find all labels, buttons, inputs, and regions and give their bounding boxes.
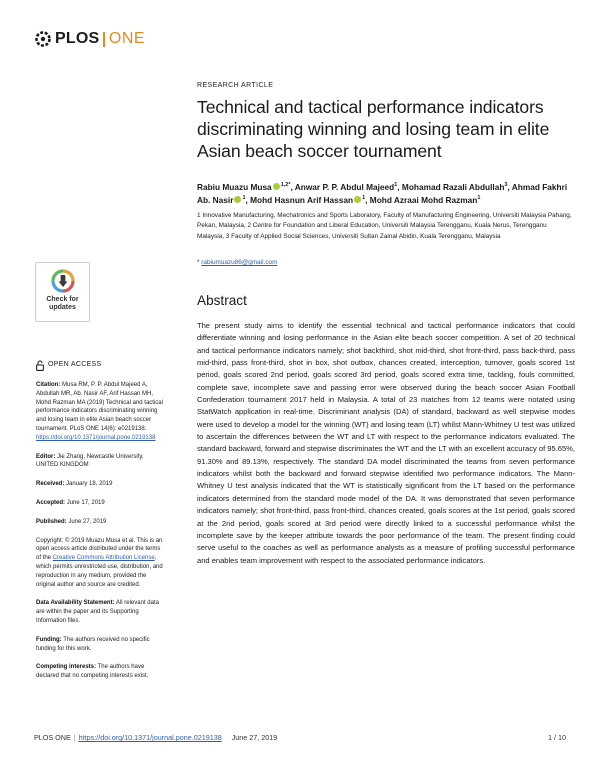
accepted-date: June 17, 2019 (66, 499, 105, 506)
author-affiliation-sup: 1 (394, 182, 398, 189)
open-lock-icon (36, 360, 44, 371)
accepted-block (36, 499, 164, 508)
competing-interests-text: The authors have declared that no competing interests exist. (36, 664, 149, 680)
check-for-updates-badge[interactable] (35, 262, 90, 322)
logo-one-text: ONE (108, 30, 146, 47)
author-affiliation-sup: 1,2 (280, 182, 289, 189)
open-access-row (36, 360, 164, 371)
author-list: Rabiu Muazu Musa $^{1,2*}$, Anwar P. P. Abdul Majeed$^1$, Mohamad Razali Abdullah$^3$, Ahmad Fakhri Ab. Nasir $^1$, Mohd Hasnun Arif Hassan $^1$, Mohd Azraai Mohd Razman$^1$ (197, 182, 568, 205)
abstract-text: The present study aims to identify the essential technical and tactical performance indicators that could differentiate winning and losing performance in the Asian elite beach soccer competition. A set of 20 technical and tactical performance indicators namely; shot backthird, shot mid-third, shot front-third, pass back-third, pass mid-third, pass front-third, shot in box, shot outbox, chances created, interception, turnover, goals scored 1st period, goals scored 2nd period, goals scored 3rd period, goals scored extra time, tackling, fouls committed, complete save, incomplete save and passing error were observed during the beach soccer Asian Football Confederation tournament 2017 held in Malaysia. A total of 23 matches from 12 teams were notated using StatWatch application in real-time. Discriminant analysis (DA) of standard, backward as well stepwise modes were used to develop a model for the winning (WT) and losing team (LT) whilst Mann-Whitney U test was utilized to ascertain the differences between the WT and LT with respect to the performance indicators evaluated. The standard backward, forward and stepwise discriminates the WT and the LT with an excellent accuracy of 95.65%, 91.30% and 89.13%, respectively. The standard DA model discriminated the teams from seven performance indicators whilst both the backward and forward stepwise identified two performance indicators. The Mann-Whitney U test analysis indicated that the WT is statistically significant from the LT based on the performance indicators determined from the standard mode model of the DA. It was demonstrated that seven performance indicators namely; shot front-third, pass front-third, chances created, goals scores at the 1st period, goals scored at the 2nd period, goals scored at 3rd period were directly linked to a successful performance whilst the incomplete save by the keeper attribute towards the poor performance of the team. The present finding could serve useful to the coaches as well as performance analysts as a measure of profiling successful performance and enables team improvement with respect to the associated performance indicators. (197, 321, 575, 565)
received-label: Received: (36, 481, 65, 488)
author-affiliation-sup: 1 (242, 194, 246, 201)
badge-line1: Check for (46, 296, 79, 303)
funding-block (36, 636, 164, 654)
published-label: Published: (36, 518, 67, 525)
author-affiliation-sup: 1 (477, 194, 481, 201)
author-name[interactable]: Mohamad Razali Abdullah (401, 182, 505, 192)
author-name[interactable]: Ahmad Fakhri Ab. Nasir (197, 182, 568, 205)
article-header (197, 82, 575, 162)
sidebar (36, 360, 164, 691)
corresponding-email (197, 259, 277, 266)
data-availability-label: Data Availability Statement: (36, 600, 115, 607)
received-date: January 18, 2019 (66, 481, 113, 488)
author-name[interactable]: Mohd Hasnun Arif Hassan (250, 194, 354, 205)
article-type: RESEARCH ARTICLE (197, 82, 274, 89)
logo-plos-text: PLOS (55, 30, 100, 47)
data-availability-text: All relevant data are within the paper and its Supporting Information files. (36, 600, 159, 624)
published-date: June 27, 2019 (68, 518, 107, 525)
editor-label: Editor: (36, 453, 56, 460)
copyright-block (36, 537, 164, 590)
article-title: Technical and tactical performance indicators discriminating winning and losing team in elite Asian beach soccer tournament (197, 97, 550, 161)
received-block (36, 480, 164, 489)
competing-interests-label: Competing interests: (36, 664, 97, 671)
plos-logo-icon (34, 30, 52, 48)
funding-label: Funding: (36, 636, 62, 643)
affiliations: 1 Innovative Manufacturing, Mechatronics and Sports Laboratory, Faculty of Manufacturing Engineering, Universiti Malaysia Pahang, Pekan, Malaysia, 2 Centre for Foundation and Liberal Education, Universiti Malaysia Terengganu, Kuala Nerus, Terengganu Malaysia, 3 Faculty of Applied Social Sciences, Universiti Sultan Zainal Abidin, Kuala Terengganu, Malaysia (197, 212, 572, 240)
footer-doi-link[interactable]: https://doi.org/10.1371/journal.pone.0219138 (78, 733, 222, 742)
license-link[interactable]: Creative Commons Attribution License (52, 555, 155, 562)
editor-block (36, 453, 164, 471)
published-block (36, 518, 164, 527)
corresponding-star: * (288, 182, 291, 189)
competing-interests-block (36, 663, 164, 681)
email-star: * (197, 259, 200, 266)
author-name[interactable]: Rabiu Muazu Musa (197, 182, 272, 192)
author-affiliation-sup: 3 (504, 182, 508, 189)
page-number: 1 / 10 (548, 733, 566, 742)
author-affiliation-sup: 1 (362, 194, 366, 201)
email-link[interactable]: rabiumuazu86@gmail.com (201, 259, 278, 266)
footer-left (34, 733, 277, 742)
citation-label: Citation: (36, 382, 61, 388)
author-name[interactable]: Mohd Azraai Mohd Razman (369, 194, 478, 205)
check-updates-icon (51, 269, 75, 293)
accepted-label: Accepted: (36, 499, 66, 506)
footer-separator: | (73, 733, 76, 742)
abstract-heading: Abstract (197, 293, 247, 308)
author-name[interactable]: Anwar P. P. Abdul Majeed (294, 182, 395, 192)
plos-one-logo[interactable] (34, 29, 145, 49)
editor-text: Jie Zhang, Newcastle University, UNITED KINGDOM (36, 453, 144, 469)
funding-text: The authors received no specific funding for this work. (36, 636, 150, 652)
copyright-text-end: , which permits unrestricted use, distribution, and reproduction in any medium, provided the original author and source are credited. (36, 555, 163, 588)
citation-doi-link[interactable]: https://doi.org/10.1371/journal.pone.0219138 (36, 434, 156, 441)
logo-divider (103, 32, 105, 47)
citation-text: Musa RM, P. P. Abdul Majeed A, Abdullah MR, Ab. Nasir AF, Arif Hassan MH, Mohd Razman MA (2019) Technical and tactical performance indicators discriminating winning and losing team in elite Asian beach soccer tournament. PLoS ONE 14(6): e0219138. (36, 382, 163, 432)
citation-block (36, 381, 164, 443)
orcid-icon[interactable] (273, 183, 280, 190)
footer-journal: PLOS ONE (34, 733, 71, 742)
data-availability-block (36, 599, 164, 625)
open-access-label: OPEN ACCESS (48, 361, 102, 369)
orcid-icon[interactable] (354, 196, 361, 203)
copyright-text: Copyright: © 2019 Muazu Musa et al. This is an open access article distributed under the terms of the (36, 537, 163, 562)
footer-date: June 27, 2019 (231, 733, 278, 742)
badge-line2: updates (49, 304, 76, 311)
page-footer (34, 733, 566, 742)
orcid-icon[interactable] (234, 196, 241, 203)
